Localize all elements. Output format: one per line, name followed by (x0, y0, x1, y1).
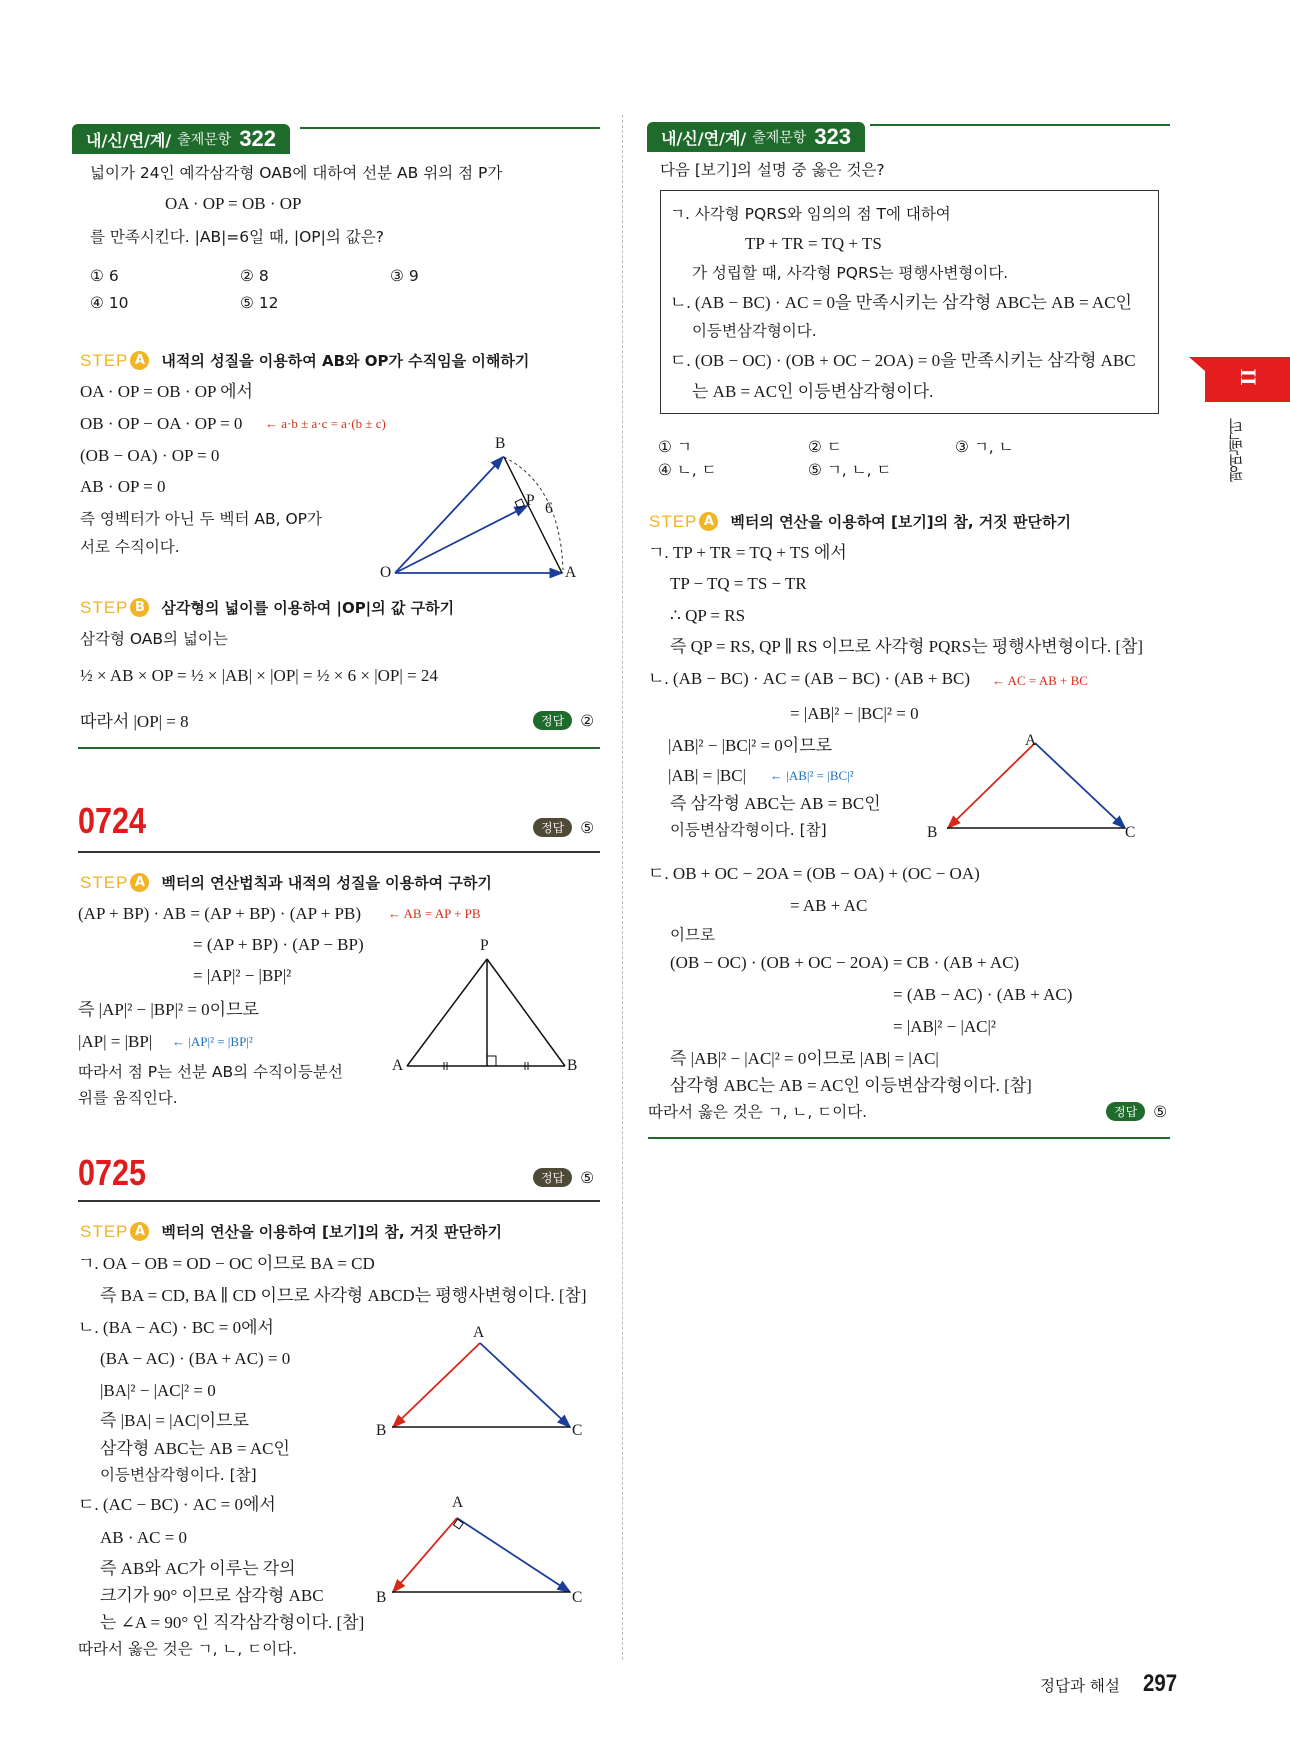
q323-note-red: ← AC = AB + BC (992, 673, 1088, 688)
step-label: STEP (649, 511, 698, 531)
q323-line: ㄷ. OB + OC − 2OA = (OB − OA) + (OC − OA) (648, 864, 980, 883)
label-A: A (392, 1057, 404, 1074)
question-number-0725: 0725 (78, 1152, 147, 1193)
q322-stepA-note: ← a·b ± a·c = a·(b ± c) (265, 416, 386, 431)
q323-line: ㄴ. (AB − BC) · AC = (AB − BC) · (AB + BC) (648, 669, 971, 688)
q323-answer (1106, 1102, 1167, 1121)
triangle-apb-diagram (395, 945, 578, 1075)
step-label: STEP (80, 872, 129, 892)
q0725-line: 는 ∠A = 90° 인 직각삼각형이다. [참] (100, 1613, 365, 1632)
q0724-line: |AP| = |BP| (78, 1032, 153, 1051)
answer-value: ⑤ (1153, 1102, 1168, 1121)
header-sub: 출제문항 (752, 130, 807, 146)
bogi-line: ㄴ. (AB − BC) · AC = 0을 만족시키는 삼각형 ABC는 AB = AC인 (670, 293, 1132, 312)
q0724-line: 위를 움직인다. (78, 1089, 178, 1107)
q0724-line: 따라서 점 P는 선분 AB의 수직이등분선 (78, 1063, 343, 1081)
step-letter-badge: A (130, 873, 149, 892)
q0724-answer (533, 818, 594, 837)
choice-4: ④ ㄴ, ㄷ (658, 461, 717, 479)
choice-5: ⑤ ㄱ, ㄴ, ㄷ (808, 461, 892, 479)
q0725-stepA-heading (80, 1221, 502, 1242)
chapter-label: 평면벡터 (1227, 418, 1246, 482)
bogi-line: 이등변삼각형이다. (692, 322, 817, 340)
q0725-line: AB · AC = 0 (100, 1528, 188, 1547)
q323-line: ∴ QP = RS (670, 606, 746, 625)
label-6: 6 (545, 500, 553, 517)
q322-problem-eq: OA · OP = OB · OP (165, 194, 302, 213)
bogi-line: 가 성립할 때, 사각형 PQRS는 평행사변형이다. (692, 264, 1009, 282)
step-label: STEP (80, 597, 129, 617)
q323-line: = |AB|² − |AC|² (893, 1017, 996, 1036)
bogi-line: 는 AB = AC인 이등변삼각형이다. (692, 382, 934, 401)
q322-stepA-line: OA · OP = OB · OP 에서 (80, 382, 253, 401)
q323-note-blue: ← |AB|² = |BC|² (770, 768, 854, 783)
chapter-roman-numeral: II (1236, 368, 1261, 386)
choice-5: ⑤ 12 (240, 294, 279, 312)
q322-stepB-line: 삼각형 OAB의 넓이는 (80, 630, 228, 648)
q0724-line: (AP + BP) · AB = (AP + BP) · (AP + PB) (78, 904, 361, 923)
footer-label: 정답과 해설 (1040, 1677, 1120, 1695)
q323-line: = AB + AC (790, 896, 868, 915)
header-sub: 출제문항 (177, 132, 232, 148)
section-rule (78, 851, 600, 853)
answer-pill: 정답 (533, 818, 572, 837)
q0725-line: ㄴ. (BA − AC) · BC = 0에서 (78, 1318, 274, 1337)
q322-stepA-line: AB · OP = 0 (80, 477, 166, 496)
page-number: 297 (1142, 1670, 1177, 1697)
question-number-0724: 0724 (78, 800, 147, 841)
q0725-line: 즉 BA = CD, BA ∥ CD 이므로 사각형 ABCD는 평행사변형이다. [참] (100, 1286, 587, 1305)
step-title: 벡터의 연산을 이용하여 [보기]의 참, 거짓 판단하기 (161, 1223, 502, 1241)
q323-line: 삼각형 ABC는 AB = AC인 이등변삼각형이다. [참] (670, 1076, 1032, 1095)
step-label: STEP (80, 350, 129, 370)
bogi-line: TP + TR = TQ + TS (745, 234, 882, 253)
answer-value: ⑤ (580, 818, 595, 837)
choice-1: ① 6 (90, 267, 119, 285)
q323-line: 즉 QP = RS, QP ∥ RS 이므로 사각형 PQRS는 평행사변형이다. [참] (670, 637, 1144, 656)
column-separator (622, 115, 623, 1660)
page-footer (1040, 1670, 1180, 1698)
choice-3: ③ 9 (390, 267, 419, 285)
q0724-line: = |AP|² − |BP|² (193, 966, 292, 985)
section-rule (78, 747, 600, 749)
step-title: 벡터의 연산법칙과 내적의 성질을 이용하여 구하기 (161, 874, 492, 892)
q323-line: |AB| = |BC| (668, 766, 746, 785)
q0725-line: 삼각형 ABC는 AB = AC인 (100, 1439, 290, 1458)
step-title: 벡터의 연산을 이용하여 [보기]의 참, 거짓 판단하기 (730, 513, 1071, 531)
q323-line: = |AB|² − |BC|² = 0 (790, 704, 919, 723)
q323-line: (OB − OC) · (OB + OC − 2OA) = CB · (AB + AC) (670, 953, 1020, 972)
q323-line: ㄱ. TP + TR = TQ + TS 에서 (648, 543, 847, 562)
q322-stepA-line: 서로 수직이다. (80, 538, 180, 556)
step-letter-badge: A (130, 1222, 149, 1241)
header-rule (870, 124, 1170, 126)
label-C: C (1125, 824, 1136, 841)
label-C: C (572, 1589, 583, 1606)
isosceles-triangle-diagram (380, 1335, 580, 1435)
answer-value: ⑤ (580, 1168, 595, 1187)
choice-2: ② 8 (240, 267, 269, 285)
answer-pill: 정답 (533, 1168, 572, 1187)
answer-pill: 정답 (1106, 1102, 1145, 1121)
q323-line: |AB|² − |BC|² = 0이므로 (668, 736, 833, 755)
q0725-line: ㄷ. (AC − BC) · AC = 0에서 (78, 1495, 276, 1514)
step-letter-badge: A (130, 351, 149, 370)
answer-value: ② (580, 711, 595, 730)
label-P: P (526, 492, 535, 509)
q0725-line: 크기가 90° 이므로 삼각형 ABC (100, 1586, 324, 1605)
q323-line: 즉 |AB|² − |AC|² = 0이므로 |AB| = |AC| (670, 1049, 939, 1068)
q323-line: TP − TQ = TS − TR (670, 574, 807, 593)
q322-stepA-heading (80, 350, 529, 371)
answer-pill: 정답 (533, 711, 572, 730)
q322-stepA-line: OB · OP − OA · OP = 0 (80, 414, 243, 433)
triangle-oab-diagram (370, 430, 590, 590)
choice-4: ④ 10 (90, 294, 129, 312)
q0725-line: 이등변삼각형이다. [참] (100, 1466, 257, 1484)
label-C: C (572, 1422, 583, 1439)
q322-stepB-heading (80, 597, 454, 618)
q0724-line: = (AP + BP) · (AP − BP) (193, 935, 364, 954)
label-A: A (452, 1494, 464, 1511)
label-B: B (376, 1589, 387, 1606)
q0725-line: 따라서 옳은 것은 ㄱ, ㄴ, ㄷ이다. (78, 1640, 298, 1658)
q323-line: 이등변삼각형이다. [참] (670, 821, 827, 839)
bogi-line: ㄷ. (OB − OC) · (OB + OC − 2OA) = 0을 만족시키는 삼각형 ABC (670, 351, 1136, 370)
q0724-stepA-heading (80, 872, 492, 893)
q322-header (72, 124, 290, 154)
header-number: 323 (814, 124, 852, 149)
header-number: 322 (239, 126, 277, 151)
label-B: B (495, 435, 506, 452)
choice-3: ③ ㄱ, ㄴ (955, 438, 1014, 456)
choice-1: ① ㄱ (658, 438, 692, 456)
header-label: 내/신/연/계/ (661, 128, 747, 148)
q323-question: 다음 [보기]의 설명 중 옳은 것은? (660, 161, 885, 179)
q322-answer (533, 711, 594, 730)
label-B: B (376, 1422, 387, 1439)
label-B: B (567, 1057, 578, 1074)
label-O: O (380, 564, 392, 581)
q322-stepA-line: 즉 영벡터가 아닌 두 벡터 AB, OP가 (80, 510, 322, 528)
q322-problem-line3: 를 만족시킨다. |AB|=6일 때, |OP|의 값은? (90, 228, 384, 246)
q0725-line: (BA − AC) · (BA + AC) = 0 (100, 1349, 291, 1368)
bogi-line: ㄱ. 사각형 PQRS와 임의의 점 T에 대하여 (670, 205, 951, 223)
header-rule (300, 127, 600, 129)
q0725-line: 즉 |BA| = |AC|이므로 (100, 1411, 249, 1430)
q0724-note-blue: ← |AP|² = |BP|² (172, 1034, 253, 1049)
label-A: A (565, 564, 577, 581)
label-B: B (927, 824, 938, 841)
step-letter-badge: A (699, 512, 718, 531)
q0725-line: 즉 AB와 AC가 이루는 각의 (100, 1559, 296, 1578)
q0725-line: |BA|² − |AC|² = 0 (100, 1381, 216, 1400)
q323-stepA-heading (649, 511, 1071, 532)
step-title: 삼각형의 넓이를 이용하여 |OP|의 값 구하기 (161, 599, 455, 617)
label-P: P (480, 937, 489, 954)
label-A: A (1025, 732, 1037, 749)
q0725-answer (533, 1168, 594, 1187)
q0725-line: ㄱ. OA − OB = OD − OC 이므로 BA = CD (78, 1254, 375, 1273)
step-letter-badge: B (130, 598, 149, 617)
q0724-note-red: ← AB = AP + PB (388, 906, 481, 921)
step-label: STEP (80, 1221, 129, 1241)
label-A: A (473, 1324, 485, 1341)
q323-line: 따라서 옳은 것은 ㄱ, ㄴ, ㄷ이다. (648, 1103, 868, 1121)
section-rule (78, 1200, 600, 1202)
q322-problem-line1: 넓이가 24인 예각삼각형 OAB에 대하여 선분 AB 위의 점 P가 (90, 164, 503, 182)
q323-line: 이므로 (670, 926, 715, 944)
header-label: 내/신/연/계/ (86, 130, 172, 150)
q323-header (647, 122, 865, 152)
choice-2: ② ㄷ (808, 438, 842, 456)
q323-line: = (AB − AC) · (AB + AC) (893, 985, 1073, 1004)
q322-stepB-line: ½ × AB × OP = ½ × |AB| × |OP| = ½ × 6 × |OP| = 24 (80, 666, 438, 685)
q322-stepB-line: 따라서 |OP| = 8 (80, 712, 189, 731)
q323-line: 즉 삼각형 ABC는 AB = BC인 (670, 794, 881, 813)
q0724-line: 즉 |AP|² − |BP|² = 0이므로 (78, 1000, 259, 1019)
q322-stepA-line: (OB − OA) · OP = 0 (80, 446, 220, 465)
step-title: 내적의 성질을 이용하여 AB와 OP가 수직임을 이해하기 (161, 352, 530, 370)
right-triangle-diagram (380, 1510, 580, 1600)
section-rule (648, 1137, 1170, 1139)
